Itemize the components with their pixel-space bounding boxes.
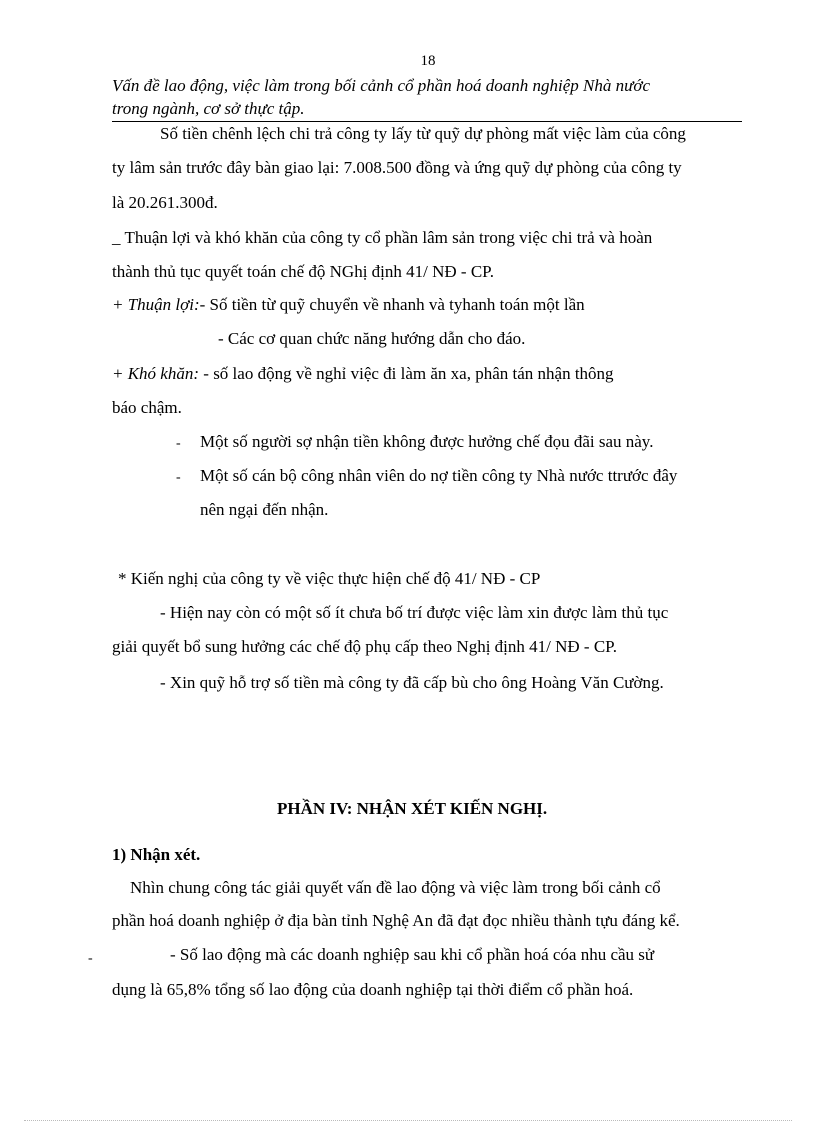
bullet-item: Một số người sợ nhận tiền không được hưởng chế đọu đãi sau này. [200, 432, 654, 451]
subsection-title: 1) Nhận xét. [112, 845, 201, 864]
recommendation-line: giải quyết bổ sung hưởng các chế độ phụ cấp theo Nghị định 41/ NĐ - CP. [112, 637, 617, 656]
difficulties-line-2: báo chậm. [112, 398, 182, 417]
paragraph-line: Số tiền chênh lệch chi trả công ty lấy từ quỹ dự phòng mất việc làm của công [160, 124, 686, 143]
advantages-line [112, 295, 585, 315]
paragraph-line: dụng là 65,8% tổng số lao động của doanh nghiệp tại thời điểm cổ phần hoá. [112, 980, 634, 999]
page-bottom-border [24, 1120, 792, 1121]
header-rule [112, 121, 742, 122]
paragraph-line: Nhìn chung công tác giải quyết vấn đề lao động và việc làm trong bối cảnh cổ [130, 878, 661, 897]
advantages-line-2: - Các cơ quan chức năng hướng dẫn cho đáo. [218, 329, 526, 348]
advantages-text: - Số tiền từ quỹ chuyển về nhanh và tyhanh toán một lần [199, 295, 585, 314]
running-header-line-2: trong ngành, cơ sở thực tập. [112, 99, 305, 118]
recommendation-line: - Hiện nay còn có một số ít chưa bố trí được việc làm xin được làm thủ tục [160, 603, 669, 622]
paragraph-line: thành thủ tục quyết toán chế độ NGhị định 41/ NĐ - CP. [112, 262, 494, 281]
running-header-line-1: Vấn đề lao động, việc làm trong bối cảnh cổ phần hoá doanh nghiệp Nhà nước [112, 76, 651, 95]
margin-dash: - [88, 951, 93, 966]
recommendation-title: * Kiến nghị của công ty về việc thực hiện chế độ 41/ NĐ - CP [118, 569, 541, 588]
page-number: 18 [420, 53, 436, 69]
paragraph-line: _ Thuận lợi và khó khăn của công ty cổ phần lâm sản trong việc chi trả và hoàn [112, 228, 653, 247]
paragraph-line: ty lâm sản trước đây bàn giao lại: 7.008.500 đồng và ứng quỹ dự phòng của công ty [112, 158, 682, 177]
bullet-marker: - [176, 436, 181, 451]
advantages-label: + Thuận lợi: [112, 295, 200, 314]
difficulties-line [112, 364, 614, 384]
difficulties-label: + Khó khăn: [112, 364, 200, 383]
difficulties-text: - số lao động về nghỉ việc đi làm ăn xa, phân tán nhận thông [199, 364, 614, 383]
paragraph-line: - Số lao động mà các doanh nghiệp sau khi cổ phần hoá cóa nhu cầu sử [170, 945, 655, 964]
paragraph-line: phần hoá doanh nghiệp ở địa bàn tỉnh Nghệ An đã đạt đọc nhiều thành tựu đáng kể. [112, 911, 680, 930]
bullet-item-continued: nên ngại đến nhận. [200, 500, 329, 519]
section-title: PHẦN IV: NHẬN XÉT KIẾN NGHỊ. [277, 799, 548, 818]
bullet-marker: - [176, 470, 181, 485]
bullet-item: Một số cán bộ công nhân viên do nợ tiền công ty Nhà nước ttrước đây [200, 466, 678, 485]
paragraph-line: là 20.261.300đ. [112, 193, 218, 212]
recommendation-line: - Xin quỹ hỗ trợ số tiền mà công ty đã cấp bù cho ông Hoàng Văn Cường. [160, 673, 664, 692]
